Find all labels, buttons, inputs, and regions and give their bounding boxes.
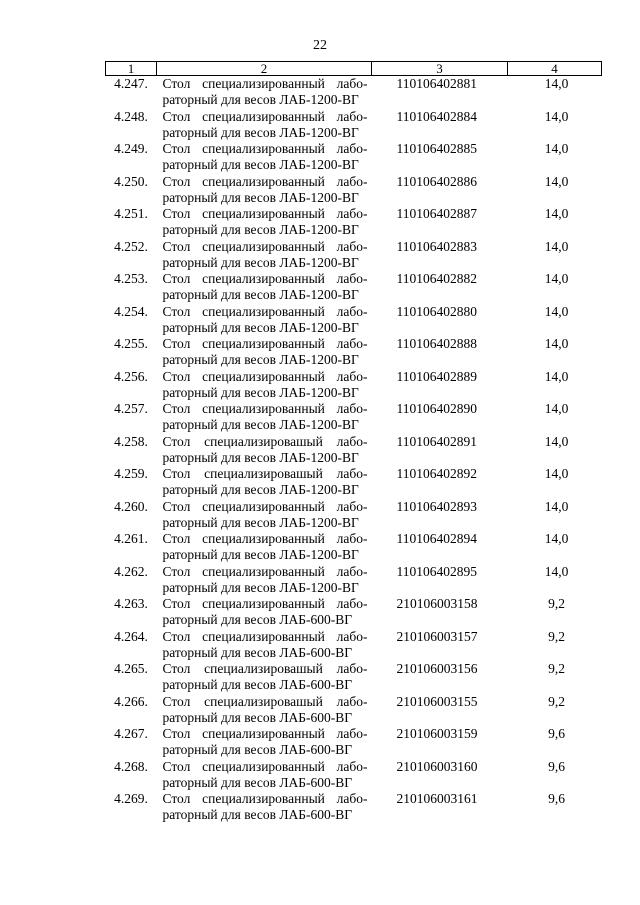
table-row	[106, 694, 602, 727]
row-name-line-1: Стол специализированный лабо-	[162, 108, 368, 124]
row-name-line-2: раторный для весов ЛАБ-1200-ВГ	[162, 319, 359, 335]
row-name-line-2: раторный для весов ЛАБ-1200-ВГ	[162, 449, 359, 465]
row-name	[157, 141, 372, 174]
row-name-line-1: Стол специализированный лабо-	[162, 206, 368, 221]
row-name	[157, 336, 372, 369]
table-row	[106, 759, 602, 792]
table-row	[106, 141, 602, 174]
row-name	[157, 271, 372, 304]
row-name-line-1: Стол специализированный лабо-	[162, 726, 368, 741]
row-name-line-2: раторный для весов ЛАБ-600-ВГ	[162, 612, 353, 627]
row-name	[157, 76, 372, 109]
row-inventory-code: 210106003158	[396, 596, 478, 611]
row-value: 14,0	[544, 141, 569, 156]
row-name-line-2: раторный для весов ЛАБ-1200-ВГ	[162, 92, 359, 107]
row-name-line-1: Стол специализированный лабо-	[162, 596, 368, 611]
row-name-line-2: раторный для весов ЛАБ-1200-ВГ	[162, 254, 359, 270]
row-name-line-1: Стол специализированный лабо-	[162, 791, 368, 806]
row-value: 14,0	[544, 433, 569, 449]
table-row	[106, 304, 602, 337]
row-name-line-1: Стол специализированный лабо-	[162, 336, 368, 351]
row-name-line-2: раторный для весов ЛАБ-1200-ВГ	[162, 124, 359, 140]
row-value: 9,6	[548, 726, 565, 741]
table-row	[106, 564, 602, 597]
row-inventory-code: 110106402885	[396, 141, 477, 156]
row-value: 14,0	[544, 238, 569, 254]
table-row	[106, 174, 602, 207]
table-row	[106, 271, 602, 304]
row-value: 14,0	[544, 368, 569, 384]
row-name-line-2: раторный для весов ЛАБ-600-ВГ	[162, 807, 353, 822]
row-number: 4.261.	[114, 531, 148, 546]
row-name-line-2: раторный для весов ЛАБ-600-ВГ	[162, 677, 353, 692]
row-name	[157, 661, 372, 694]
row-number: 4.264.	[114, 628, 148, 644]
header-col-3: 3	[372, 62, 508, 76]
row-name	[157, 174, 372, 207]
row-name	[157, 694, 372, 727]
header-col-2: 2	[157, 62, 372, 76]
row-inventory-code: 210106003160	[396, 758, 478, 774]
table-row	[106, 791, 602, 824]
row-value: 14,0	[544, 271, 569, 286]
row-name	[157, 206, 372, 239]
row-number: 4.251.	[114, 206, 148, 221]
row-value: 14,0	[544, 466, 569, 481]
table-row	[106, 531, 602, 564]
row-number: 4.257.	[114, 401, 148, 416]
row-inventory-code: 110106402894	[396, 531, 477, 546]
table-row	[106, 726, 602, 759]
row-value: 14,0	[544, 206, 569, 221]
row-name	[157, 401, 372, 434]
row-name-line-2: раторный для весов ЛАБ-1200-ВГ	[162, 222, 359, 237]
row-name-line-2: раторный для весов ЛАБ-1200-ВГ	[162, 287, 359, 302]
row-inventory-code: 110106402891	[396, 433, 477, 449]
row-name	[157, 791, 372, 824]
table-header	[106, 62, 602, 76]
row-name-line-2: раторный для весов ЛАБ-1200-ВГ	[162, 384, 359, 400]
header-col-4: 4	[508, 62, 602, 76]
row-inventory-code: 110106402884	[396, 108, 477, 124]
row-number: 4.247.	[114, 76, 148, 91]
row-value: 9,6	[548, 758, 565, 774]
row-value: 9,2	[548, 661, 565, 676]
row-name	[157, 629, 372, 662]
row-name-line-1: Стол специализировашый лабо-	[162, 433, 368, 449]
row-number: 4.259.	[114, 466, 148, 481]
row-name-line-1: Стол специализированный лабо-	[162, 401, 368, 416]
row-name	[157, 369, 372, 402]
row-value: 14,0	[544, 531, 569, 546]
table-body	[106, 76, 602, 824]
row-name-line-2: раторный для весов ЛАБ-600-ВГ	[162, 774, 353, 790]
row-inventory-code: 210106003159	[396, 726, 478, 741]
row-number: 4.258.	[114, 433, 148, 449]
row-name	[157, 304, 372, 337]
row-value: 9,2	[548, 693, 565, 709]
row-name	[157, 109, 372, 142]
row-value: 14,0	[544, 76, 569, 91]
row-inventory-code: 210106003157	[396, 628, 478, 644]
row-inventory-code: 210106003161	[396, 791, 478, 806]
table-row	[106, 239, 602, 272]
row-inventory-code: 110106402886	[396, 173, 477, 189]
row-name	[157, 239, 372, 272]
row-name-line-2: раторный для весов ЛАБ-1200-ВГ	[162, 482, 359, 497]
row-name-line-2: раторный для весов ЛАБ-1200-ВГ	[162, 189, 359, 205]
row-value: 14,0	[544, 173, 569, 189]
row-number: 4.267.	[114, 726, 148, 741]
header-col-1: 1	[106, 62, 157, 76]
row-number: 4.269.	[114, 791, 148, 806]
row-inventory-code: 110106402882	[396, 271, 477, 286]
row-name-line-2: раторный для весов ЛАБ-1200-ВГ	[162, 547, 359, 562]
row-number: 4.255.	[114, 336, 148, 351]
row-name	[157, 434, 372, 467]
row-value: 14,0	[544, 108, 569, 124]
row-name-line-1: Стол специализированный лабо-	[162, 498, 368, 514]
row-name-line-1: Стол специализированный лабо-	[162, 271, 368, 286]
row-inventory-code: 110106402892	[396, 466, 477, 481]
row-value: 14,0	[544, 563, 569, 579]
row-name-line-1: Стол специализированный лабо-	[162, 303, 368, 319]
row-name-line-2: раторный для весов ЛАБ-1200-ВГ	[162, 417, 359, 432]
row-name-line-1: Стол специализировашый лабо-	[162, 466, 368, 481]
row-name	[157, 531, 372, 564]
row-name-line-1: Стол специализировашый лабо-	[162, 693, 368, 709]
row-name-line-2: раторный для весов ЛАБ-600-ВГ	[162, 644, 353, 660]
row-name-line-2: раторный для весов ЛАБ-1200-ВГ	[162, 514, 359, 530]
row-value: 9,2	[548, 596, 565, 611]
row-name-line-2: раторный для весов ЛАБ-600-ВГ	[162, 742, 353, 757]
row-name	[157, 499, 372, 532]
row-inventory-code: 110106402883	[396, 238, 477, 254]
table-row	[106, 76, 602, 109]
row-name-line-1: Стол специализированный лабо-	[162, 758, 368, 774]
registry-table	[105, 61, 602, 824]
table-row	[106, 629, 602, 662]
row-inventory-code: 210106003156	[396, 661, 478, 676]
row-value: 14,0	[544, 401, 569, 416]
row-value: 14,0	[544, 303, 569, 319]
row-name-line-1: Стол специализированный лабо-	[162, 628, 368, 644]
table-row	[106, 596, 602, 629]
row-name-line-2: раторный для весов ЛАБ-1200-ВГ	[162, 579, 359, 595]
row-value: 14,0	[544, 498, 569, 514]
row-number: 4.268.	[114, 758, 148, 774]
row-name	[157, 759, 372, 792]
row-inventory-code: 110106402889	[396, 368, 477, 384]
table-row	[106, 336, 602, 369]
row-inventory-code: 210106003155	[396, 693, 478, 709]
row-name-line-2: раторный для весов ЛАБ-1200-ВГ	[162, 157, 359, 172]
header-row	[106, 62, 602, 76]
row-number: 4.262.	[114, 563, 148, 579]
row-number: 4.260.	[114, 498, 148, 514]
row-inventory-code: 110106402895	[396, 563, 477, 579]
row-name-line-1: Стол специализированный лабо-	[162, 76, 368, 91]
row-name-line-1: Стол специализированный лабо-	[162, 563, 368, 579]
table-row	[106, 109, 602, 142]
table-row	[106, 401, 602, 434]
row-name	[157, 596, 372, 629]
row-name-line-1: Стол специализировашый лабо-	[162, 661, 368, 676]
row-number: 4.265.	[114, 661, 148, 676]
page-number: 22	[313, 38, 327, 53]
row-value: 14,0	[544, 336, 569, 351]
row-value: 9,2	[548, 628, 565, 644]
row-name	[157, 726, 372, 759]
table-row	[106, 434, 602, 467]
row-value: 9,6	[548, 791, 565, 806]
row-inventory-code: 110106402893	[396, 498, 477, 514]
row-inventory-code: 110106402887	[396, 206, 477, 221]
row-name-line-2: раторный для весов ЛАБ-1200-ВГ	[162, 352, 359, 367]
row-number: 4.254.	[114, 303, 148, 319]
row-name-line-2: раторный для весов ЛАБ-600-ВГ	[162, 709, 353, 725]
row-number: 4.252.	[114, 238, 148, 254]
table-row	[106, 499, 602, 532]
row-inventory-code: 110106402890	[396, 401, 477, 416]
row-inventory-code: 110106402888	[396, 336, 477, 351]
row-name	[157, 564, 372, 597]
row-number: 4.263.	[114, 596, 148, 611]
table-row	[106, 206, 602, 239]
table-row	[106, 661, 602, 694]
row-number: 4.249.	[114, 141, 148, 156]
row-inventory-code: 110106402880	[396, 303, 477, 319]
row-number: 4.250.	[114, 173, 148, 189]
row-name-line-1: Стол специализированный лабо-	[162, 141, 368, 156]
row-number: 4.248.	[114, 108, 148, 124]
table-row	[106, 466, 602, 499]
row-number: 4.256.	[114, 368, 148, 384]
row-name-line-1: Стол специализированный лабо-	[162, 531, 368, 546]
table-row	[106, 369, 602, 402]
row-number: 4.266.	[114, 693, 148, 709]
row-name-line-1: Стол специализированный лабо-	[162, 173, 368, 189]
row-name-line-1: Стол специализированный лабо-	[162, 368, 368, 384]
row-number: 4.253.	[114, 271, 148, 286]
row-name	[157, 466, 372, 499]
row-name-line-1: Стол специализированный лабо-	[162, 238, 368, 254]
row-inventory-code: 110106402881	[396, 76, 477, 91]
